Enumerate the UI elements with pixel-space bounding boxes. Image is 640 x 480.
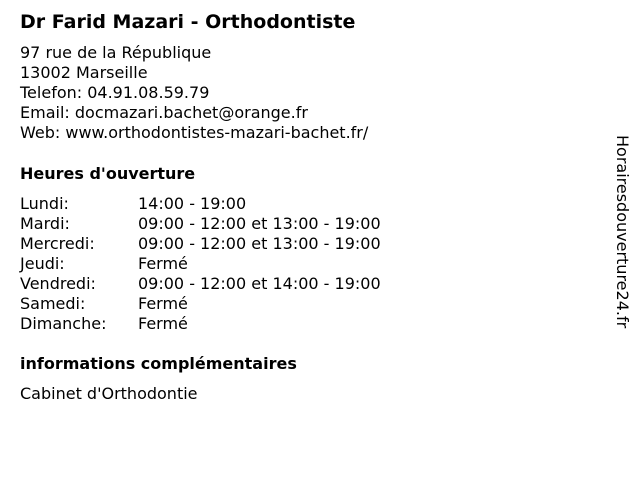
watermark xyxy=(612,135,632,367)
day-hours: 09:00 - 12:00 et 13:00 - 19:00 xyxy=(138,234,381,253)
day-hours: Fermé xyxy=(138,314,188,333)
day-label: Mercredi: xyxy=(20,234,95,253)
day-label: Vendredi: xyxy=(20,274,96,293)
day-hours: Fermé xyxy=(138,294,188,313)
day-hours: 09:00 - 12:00 et 14:00 - 19:00 xyxy=(138,274,381,293)
phone-line: Telefon: 04.91.08.59.79 xyxy=(20,83,210,102)
day-hours: 09:00 - 12:00 et 13:00 - 19:00 xyxy=(138,214,381,233)
day-label: Jeudi: xyxy=(20,254,65,273)
address-street: 97 rue de la République xyxy=(20,43,212,62)
day-label: Samedi: xyxy=(20,294,86,313)
day-hours: 14:00 - 19:00 xyxy=(138,194,247,213)
day-hours: Fermé xyxy=(138,254,188,273)
info-description: Cabinet d'Orthodontie xyxy=(20,384,198,403)
page-title: Dr Farid Mazari - Orthodontiste xyxy=(20,11,356,33)
day-label: Dimanche: xyxy=(20,314,107,333)
info-section-title: informations complémentaires xyxy=(20,354,297,373)
hours-section-title: Heures d'ouverture xyxy=(20,164,196,183)
email-line: Email: docmazari.bachet@orange.fr xyxy=(20,103,308,122)
web-line: Web: www.orthodontistes-mazari-bachet.fr/ xyxy=(20,123,369,142)
address-block xyxy=(20,43,368,143)
address-city: 13002 Marseille xyxy=(20,63,148,82)
day-label: Lundi: xyxy=(20,194,69,213)
watermark-text: Horairesdouverture24.fr xyxy=(613,135,632,329)
day-label: Mardi: xyxy=(20,214,70,233)
